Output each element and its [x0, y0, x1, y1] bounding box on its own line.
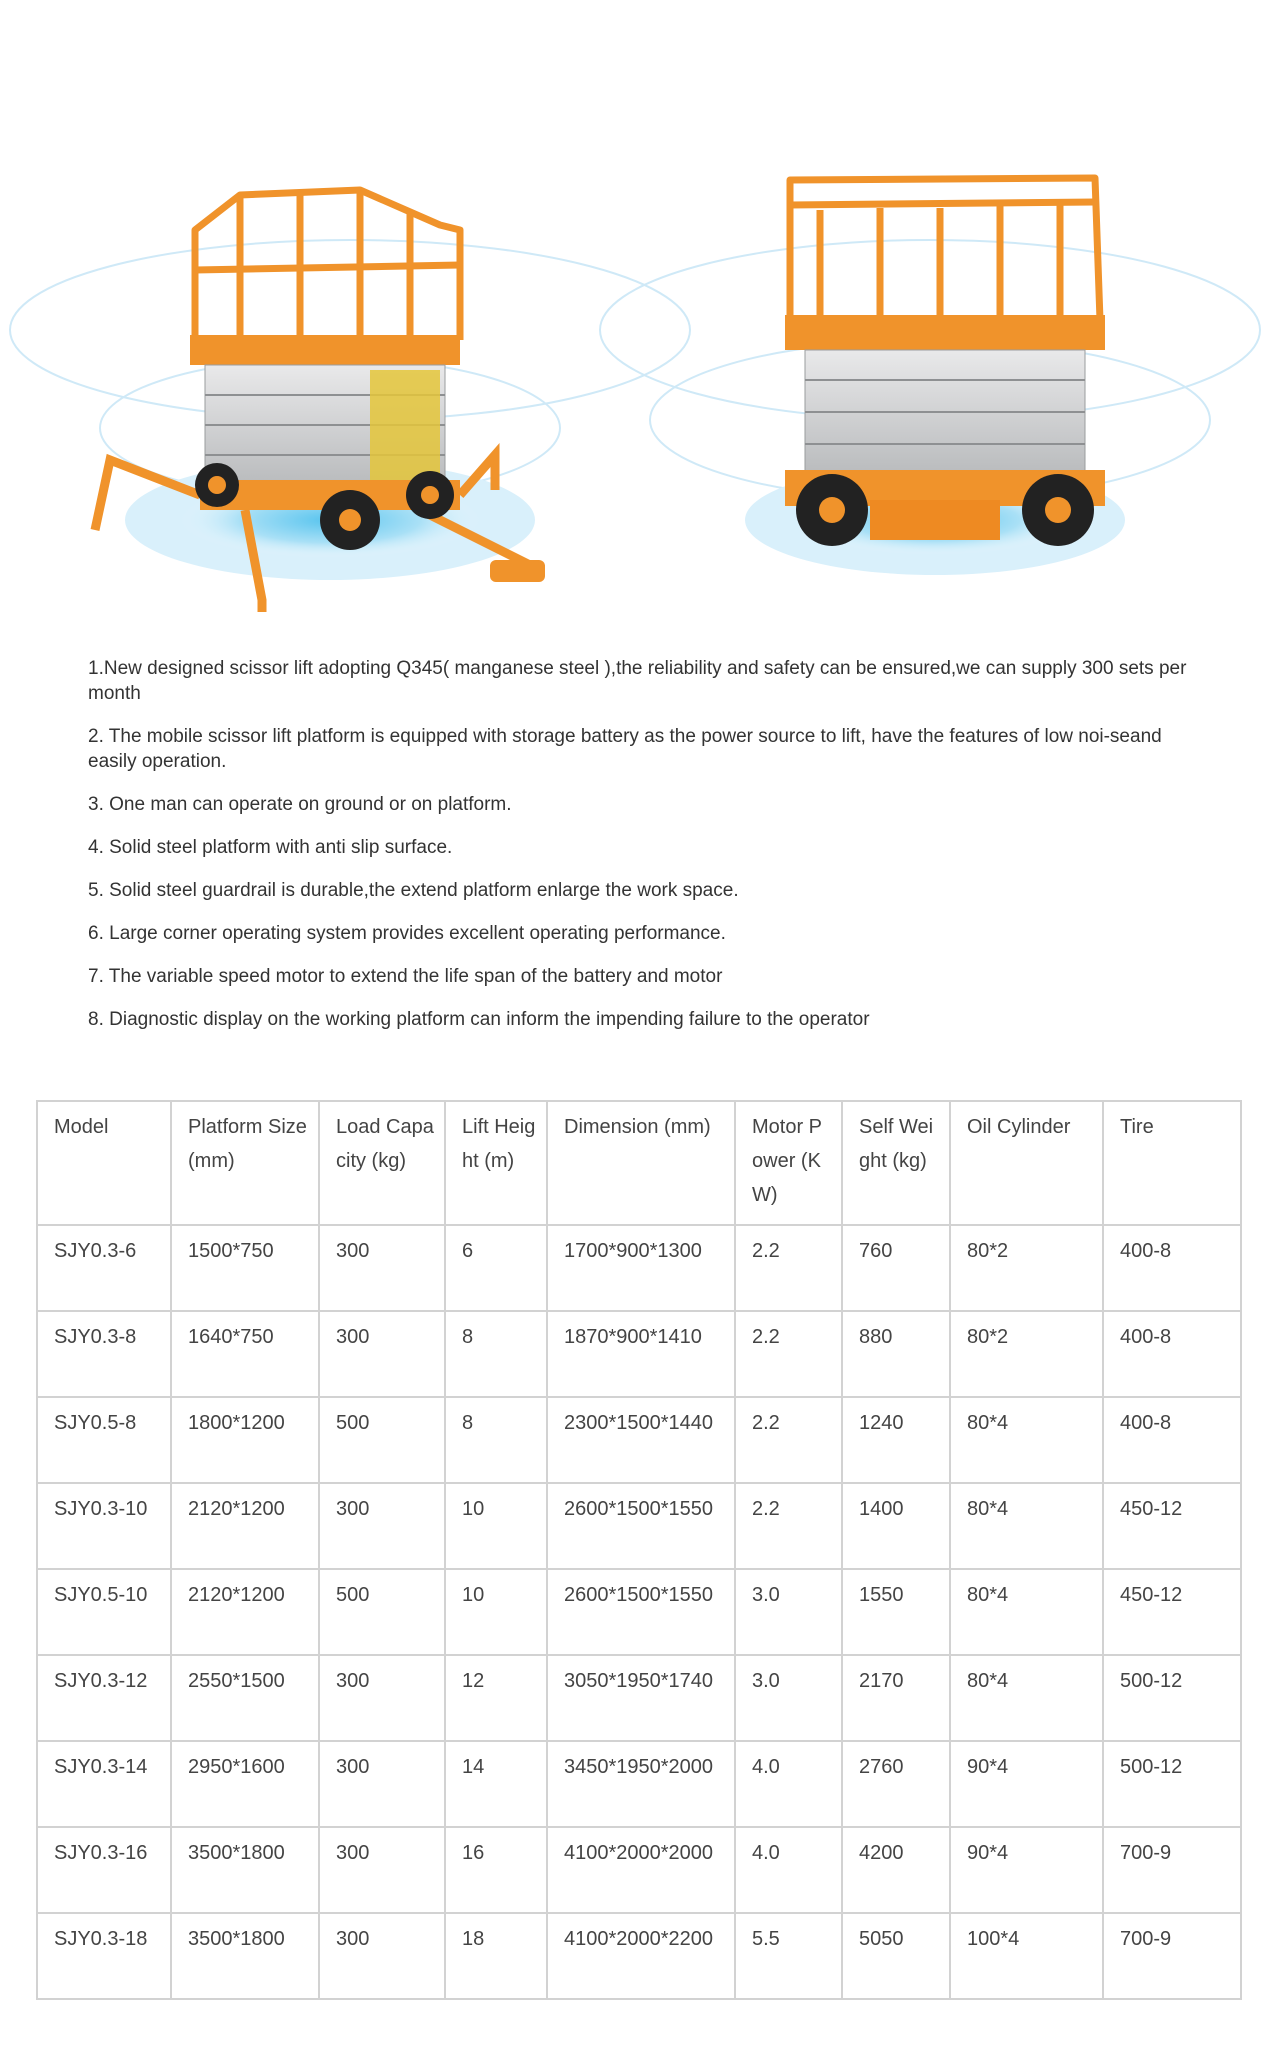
header-dimension: Dimension (mm): [547, 1101, 735, 1225]
table-row: [37, 1741, 1241, 1827]
cell-motor-power: 3.0: [735, 1569, 842, 1655]
feature-item-7: 7. The variable speed motor to extend the life span of the battery and motor: [88, 966, 723, 987]
cell-platform-size: 2950*1600: [171, 1741, 319, 1827]
cell-load-capacity: 300: [319, 1483, 445, 1569]
cell-lift-height: 10: [445, 1483, 547, 1569]
table-row: [37, 1311, 1241, 1397]
cell-oil-cylinder: 80*4: [950, 1569, 1103, 1655]
product-images: [0, 150, 1280, 620]
cell-lift-height: 16: [445, 1827, 547, 1913]
cell-model: SJY0.5-10: [37, 1569, 171, 1655]
header-platform-size: Platform Size (mm): [171, 1101, 319, 1225]
feature-item-6: 6. Large corner operating system provides excellent operating performance.: [88, 923, 726, 944]
cell-lift-height: 8: [445, 1397, 547, 1483]
cell-oil-cylinder: 80*4: [950, 1655, 1103, 1741]
cell-dimension: 3050*1950*1740: [547, 1655, 735, 1741]
cell-dimension: 2600*1500*1550: [547, 1483, 735, 1569]
header-model: Model: [37, 1101, 171, 1225]
cell-model: SJY0.3-10: [37, 1483, 171, 1569]
cell-dimension: 2600*1500*1550: [547, 1569, 735, 1655]
cell-tire: 500-12: [1103, 1741, 1241, 1827]
cell-tire: 700-9: [1103, 1913, 1241, 1999]
cell-load-capacity: 300: [319, 1827, 445, 1913]
cell-platform-size: 3500*1800: [171, 1913, 319, 1999]
cell-oil-cylinder: 90*4: [950, 1827, 1103, 1913]
cell-self-weight: 1550: [842, 1569, 950, 1655]
cell-self-weight: 4200: [842, 1827, 950, 1913]
cell-platform-size: 2550*1500: [171, 1655, 319, 1741]
cell-tire: 700-9: [1103, 1827, 1241, 1913]
cell-load-capacity: 500: [319, 1569, 445, 1655]
cell-dimension: 2300*1500*1440: [547, 1397, 735, 1483]
header-oil-cylinder: Oil Cylinder: [950, 1101, 1103, 1225]
cell-tire: 450-12: [1103, 1483, 1241, 1569]
cell-load-capacity: 300: [319, 1311, 445, 1397]
feature-item-5: 5. Solid steel guardrail is durable,the extend platform enlarge the work space.: [88, 880, 739, 901]
cell-load-capacity: 300: [319, 1913, 445, 1999]
cell-self-weight: 760: [842, 1225, 950, 1311]
cell-motor-power: 5.5: [735, 1913, 842, 1999]
cell-lift-height: 10: [445, 1569, 547, 1655]
cell-dimension: 4100*2000*2200: [547, 1913, 735, 1999]
feature-item-2: 2. The mobile scissor lift platform is equipped with storage battery as the power source to lift, have the features of low noi-seand easily operation.: [88, 726, 1162, 772]
cell-model: SJY0.3-8: [37, 1311, 171, 1397]
specification-table: [36, 1100, 1242, 2000]
table-row: [37, 1397, 1241, 1483]
cell-self-weight: 1240: [842, 1397, 950, 1483]
cell-self-weight: 880: [842, 1311, 950, 1397]
feature-list: [88, 656, 1208, 1050]
cell-load-capacity: 300: [319, 1655, 445, 1741]
cell-tire: 400-8: [1103, 1311, 1241, 1397]
cell-lift-height: 18: [445, 1913, 547, 1999]
feature-item-1: 1.New designed scissor lift adopting Q345( manganese steel ),the reliability and safety can be ensured,we can supply 300 sets per month: [88, 658, 1187, 704]
header-self-weight: Self Weight (kg): [842, 1101, 950, 1225]
cell-motor-power: 4.0: [735, 1741, 842, 1827]
header-load-capacity: Load Capacity (kg): [319, 1101, 445, 1225]
cell-motor-power: 2.2: [735, 1311, 842, 1397]
table-row: [37, 1483, 1241, 1569]
cell-model: SJY0.3-12: [37, 1655, 171, 1741]
cell-self-weight: 2760: [842, 1741, 950, 1827]
header-tire: Tire: [1103, 1101, 1241, 1225]
cell-dimension: 3450*1950*2000: [547, 1741, 735, 1827]
header-lift-height: Lift Height (m): [445, 1101, 547, 1225]
table-row: [37, 1569, 1241, 1655]
cell-self-weight: 5050: [842, 1913, 950, 1999]
table-header-row: [37, 1101, 1241, 1225]
cell-dimension: 1700*900*1300: [547, 1225, 735, 1311]
cell-lift-height: 6: [445, 1225, 547, 1311]
cell-motor-power: 3.0: [735, 1655, 842, 1741]
cell-oil-cylinder: 80*4: [950, 1483, 1103, 1569]
cell-motor-power: 2.2: [735, 1397, 842, 1483]
cell-platform-size: 2120*1200: [171, 1569, 319, 1655]
cell-load-capacity: 300: [319, 1225, 445, 1311]
cell-oil-cylinder: 100*4: [950, 1913, 1103, 1999]
cell-tire: 500-12: [1103, 1655, 1241, 1741]
feature-item-8: 8. Diagnostic display on the working platform can inform the impending failure to the operator: [88, 1009, 870, 1030]
cell-platform-size: 1800*1200: [171, 1397, 319, 1483]
feature-item-3: 3. One man can operate on ground or on platform.: [88, 794, 512, 815]
cell-tire: 400-8: [1103, 1397, 1241, 1483]
cell-oil-cylinder: 80*2: [950, 1311, 1103, 1397]
table-row: [37, 1827, 1241, 1913]
cell-model: SJY0.3-14: [37, 1741, 171, 1827]
product-image-right: [745, 178, 1125, 575]
cell-lift-height: 8: [445, 1311, 547, 1397]
cell-platform-size: 1500*750: [171, 1225, 319, 1311]
cell-motor-power: 4.0: [735, 1827, 842, 1913]
cell-load-capacity: 500: [319, 1397, 445, 1483]
cell-load-capacity: 300: [319, 1741, 445, 1827]
cell-platform-size: 3500*1800: [171, 1827, 319, 1913]
cell-model: SJY0.5-8: [37, 1397, 171, 1483]
cell-self-weight: 2170: [842, 1655, 950, 1741]
cell-platform-size: 2120*1200: [171, 1483, 319, 1569]
cell-tire: 400-8: [1103, 1225, 1241, 1311]
cell-model: SJY0.3-6: [37, 1225, 171, 1311]
cell-lift-height: 14: [445, 1741, 547, 1827]
cell-lift-height: 12: [445, 1655, 547, 1741]
cell-self-weight: 1400: [842, 1483, 950, 1569]
cell-model: SJY0.3-18: [37, 1913, 171, 1999]
header-motor-power: Motor Power (KW): [735, 1101, 842, 1225]
cell-tire: 450-12: [1103, 1569, 1241, 1655]
cell-oil-cylinder: 80*2: [950, 1225, 1103, 1311]
cell-dimension: 4100*2000*2000: [547, 1827, 735, 1913]
table-row: [37, 1655, 1241, 1741]
cell-motor-power: 2.2: [735, 1483, 842, 1569]
product-image-left: [95, 190, 545, 612]
table-row: [37, 1913, 1241, 1999]
table-row: [37, 1225, 1241, 1311]
cell-platform-size: 1640*750: [171, 1311, 319, 1397]
cell-dimension: 1870*900*1410: [547, 1311, 735, 1397]
feature-item-4: 4. Solid steel platform with anti slip surface.: [88, 837, 453, 858]
product-images-svg: [0, 150, 1280, 620]
cell-model: SJY0.3-16: [37, 1827, 171, 1913]
cell-oil-cylinder: 80*4: [950, 1397, 1103, 1483]
cell-motor-power: 2.2: [735, 1225, 842, 1311]
cell-oil-cylinder: 90*4: [950, 1741, 1103, 1827]
